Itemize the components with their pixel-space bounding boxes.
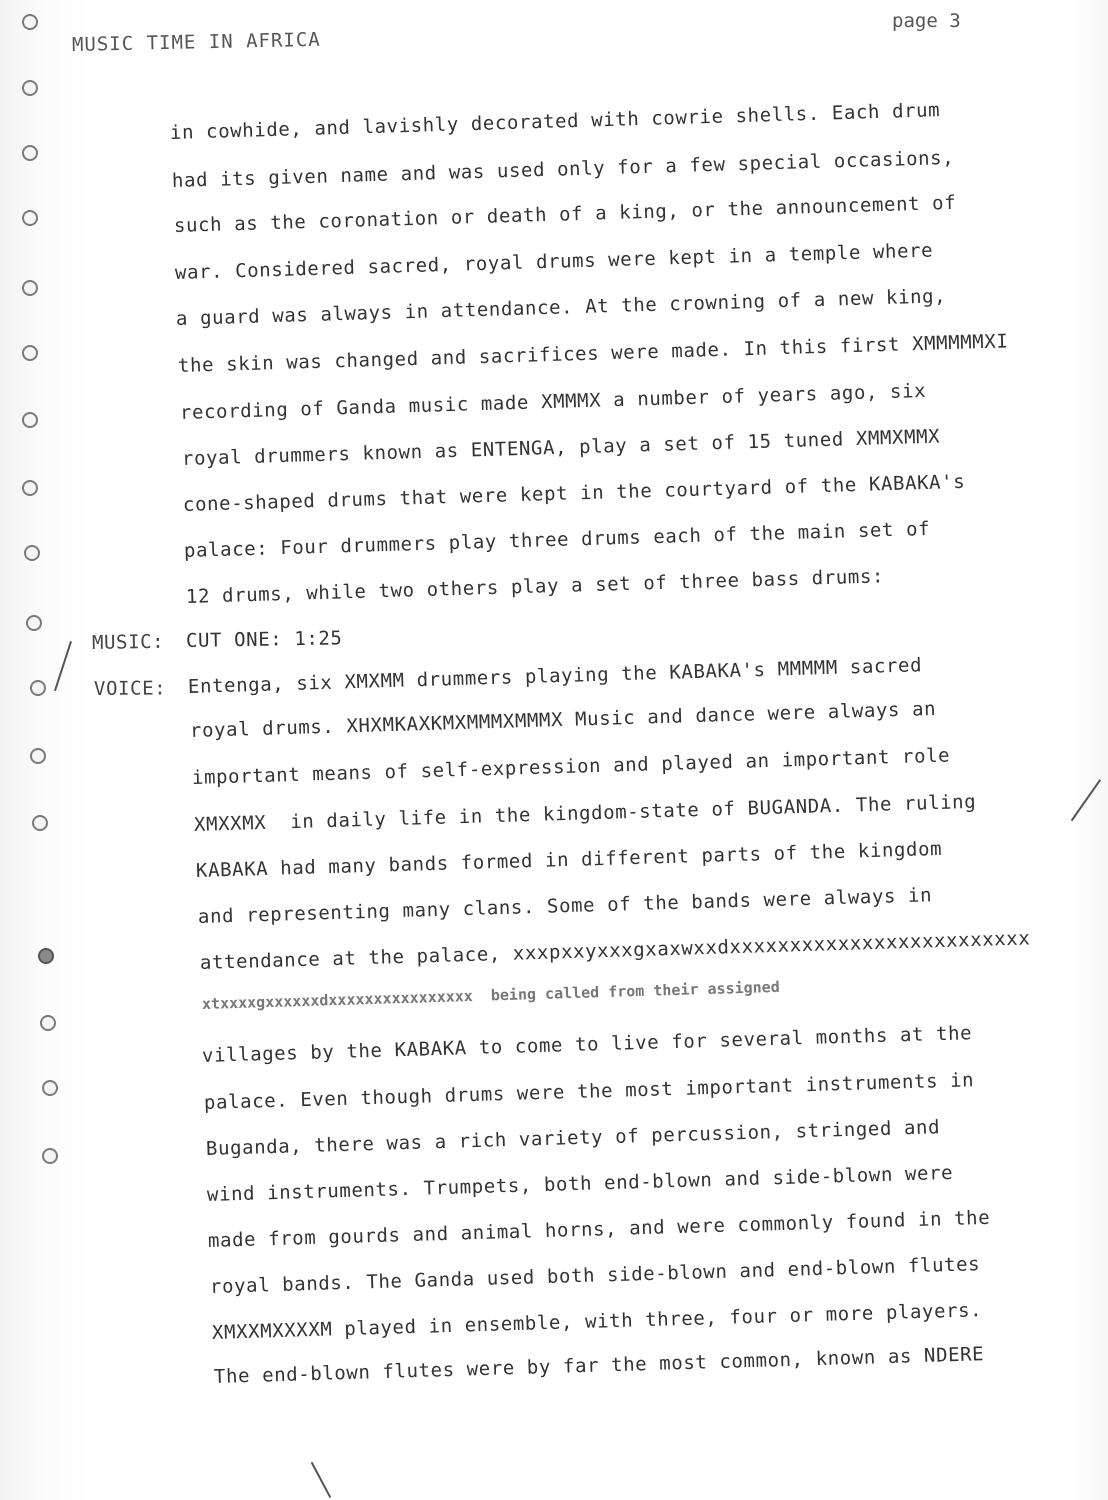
text-line: had its given name and was used only for a few special occasions, — [171, 146, 955, 192]
text-line: cone-shaped drums that were kept in the courtyard of the KABAKA's — [182, 470, 966, 516]
music-cue-label: MUSIC: — [91, 630, 165, 654]
text-line: The end-blown flutes were by far the most common, known as NDERE — [213, 1343, 985, 1388]
text-line: 12 drums, while two others play a set of three bass drums: — [185, 565, 885, 608]
text-line: palace. Even though drums were the most important instruments in — [203, 1069, 975, 1114]
music-cue-text: CUT ONE: 1:25 — [185, 627, 343, 652]
text-line: XMXXMX in daily life in the kingdom-state of BUGANDA. The ruling — [193, 790, 977, 836]
text-line: palace: Four drummers play three drums each of the main set of — [183, 517, 931, 562]
text-line: made from gourds and animal horns, and were commonly found in the — [207, 1206, 991, 1252]
text-line: in cowhide, and lavishly decorated with cowrie shells. Each drum — [169, 99, 941, 144]
text-line: recording of Ganda music made XMMMX a number of years ago, six — [179, 379, 927, 424]
text-line: KABAKA had many bands formed in different parts of the kingdom — [195, 837, 943, 882]
text-line: Entenga, six XMXMM drummers playing the KABAKA's MMMMM sacred — [187, 654, 923, 698]
text-line: villages by the KABAKA to come to live for several months at the — [201, 1022, 973, 1067]
text-line: the skin was changed and sacrifices were made. In this first XMMMMMXI — [177, 330, 1009, 377]
text-line: royal drums. XHXMKAXKMXMMMXMMMX Music and dance were always an — [189, 697, 937, 742]
page-number: page 3 — [892, 10, 961, 32]
text-line: and representing many clans. Some of the bands were always in — [197, 884, 933, 928]
text-line: royal bands. The Ganda used both side-blown and end-blown flutes — [209, 1253, 981, 1298]
text-line: Buganda, there was a rich variety of percussion, stringed and — [205, 1116, 941, 1160]
document-title: MUSIC TIME IN AFRICA — [71, 28, 321, 56]
text-line: such as the coronation or death of a king, or the announcement of — [173, 191, 957, 237]
text-line: attendance at the palace, xxxpxxyxxxgxaxwxxdxxxxxxxxxxxxxxxxxxxxxxxxx — [199, 927, 1031, 974]
text-line: war. Considered sacred, royal drums were kept in a temple where — [174, 239, 934, 284]
text-line: wind instruments. Trumpets, both end-blown and side-blown were — [206, 1161, 954, 1206]
text-line: XMXXMXXXXM played in ensemble, with three, four or more players. — [211, 1299, 983, 1344]
text-line: a guard was always in attendance. At the crowning of a new king, — [175, 285, 947, 330]
text-line: royal drummers known as ENTENGA, play a set of 15 tuned XMMXMMX — [181, 425, 941, 470]
voice-label: VOICE: — [93, 677, 167, 700]
struck-text-line: xtxxxxgxxxxxxdxxxxxxxxxxxxxxxx being called from their assigned — [201, 977, 780, 1013]
text-line: important means of self-expression and played an important role — [191, 744, 951, 789]
